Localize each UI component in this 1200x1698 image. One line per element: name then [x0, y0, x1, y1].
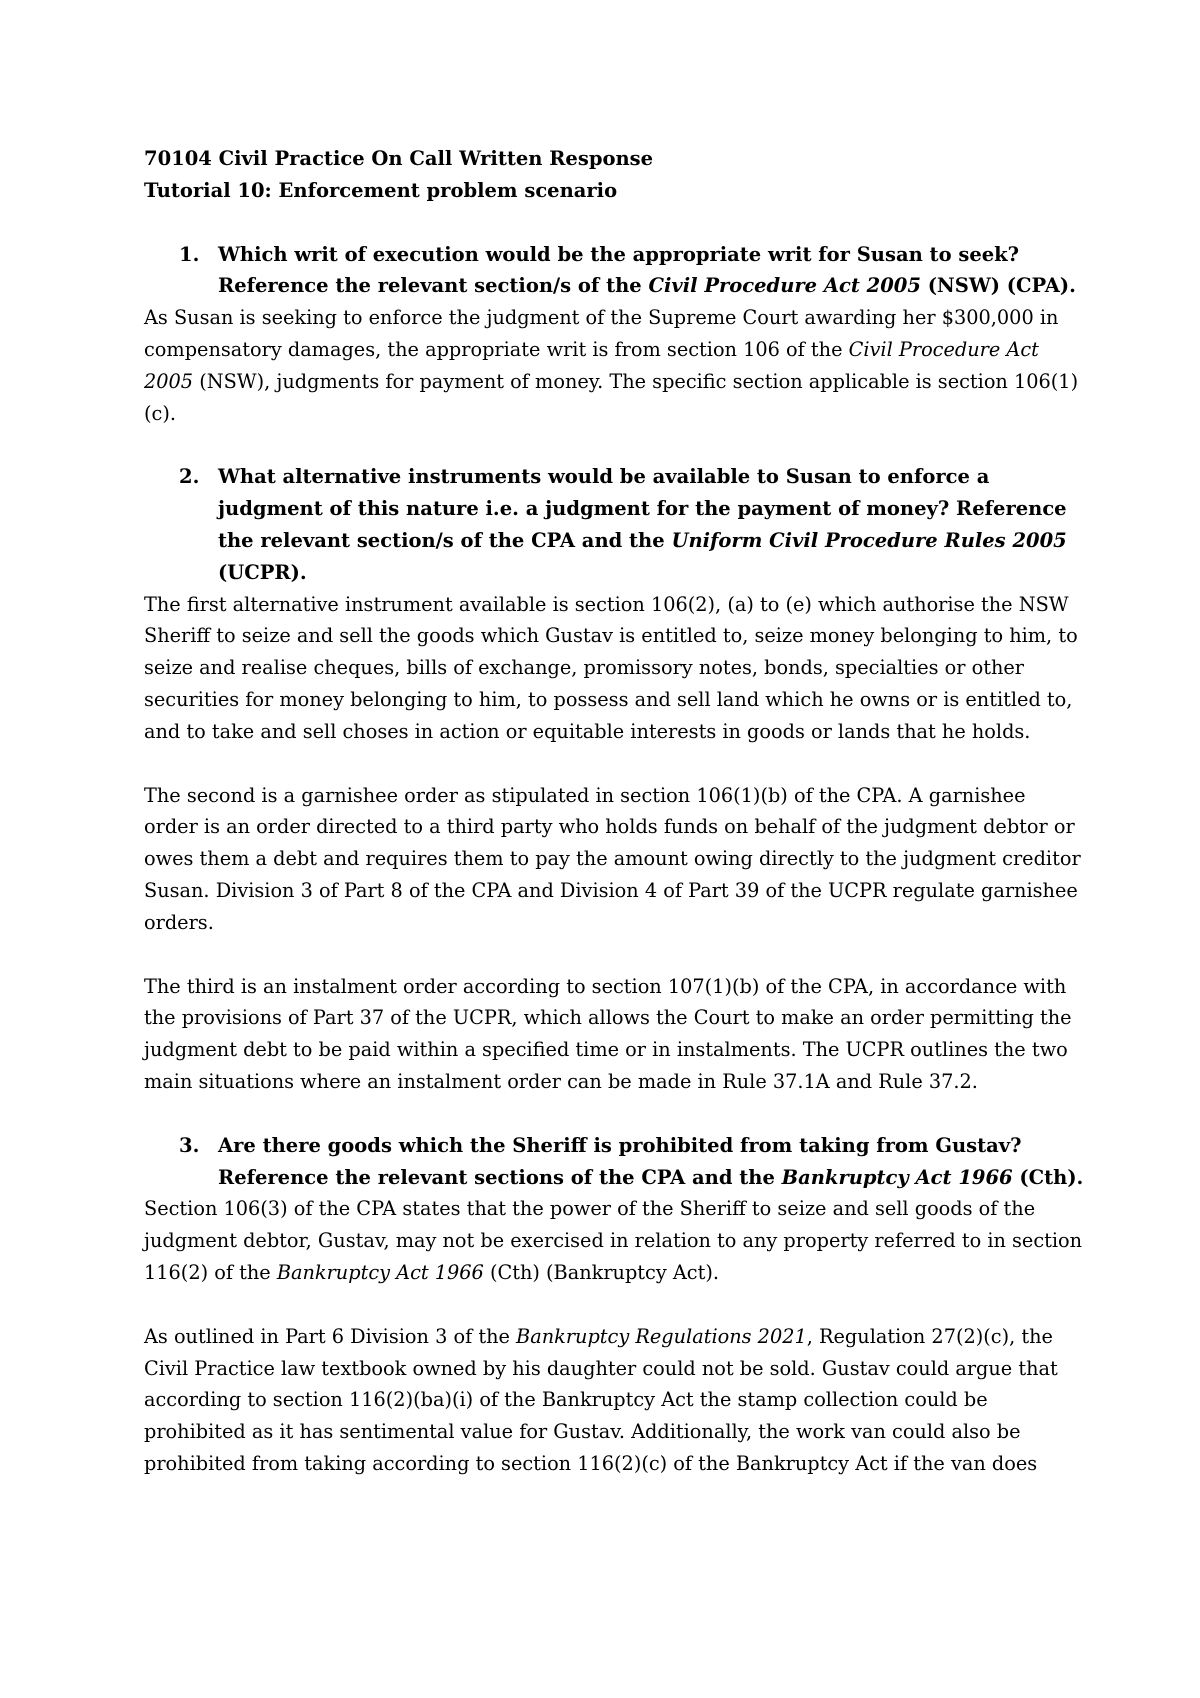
answer-2-paragraph-2: The second is a garnishee order as stipulated in section 106(1)(b) of the CPA. A garnishee order is an order directed to a third party who holds funds on behalf of the judgment debtor or owes them a debt and requires them to pay the amount owing directly to the judgment creditor Susan. Division 3 of Part 8 of the CPA and Division 4 of Part 39 of the UCPR regulate garnishee orders.: [144, 783, 1081, 934]
answer-2-paragraph-1: The first alternative instrument available is section 106(2), (a) to (e) which authorise the NSW Sheriff to seize and sell the goods which Gustav is entitled to, seize money belonging to him, to seize and realise cheques, bills of exchange, promissory notes, bonds, specialties or other securities for money belonging to him, to possess and sell land which he owns or is entitled to, and to take and sell choses in action or equitable interests in goods or lands that he holds.: [144, 592, 1078, 743]
question-2: [144, 461, 1084, 588]
document-subtitle: Tutorial 10: Enforcement problem scenario: [144, 178, 618, 202]
question-text: Are there goods which the Sheriff is prohibited from taking from Gustav? Reference the relevant sections of the CPA and the Bankruptcy Act 1966 (Cth).: [218, 1133, 1084, 1189]
question-text: Which writ of execution would be the appropriate writ for Susan to seek? Reference the relevant section/s of the Civil Procedure Act 2005 (NSW) (CPA).: [218, 242, 1076, 298]
question-number: 3.: [179, 1133, 200, 1157]
answer-3-paragraph-1: Section 106(3) of the CPA states that the power of the Sheriff to seize and sell goods of the judgment debtor, Gustav, may not be exercised in relation to any property referred to in section 116(2) of the Bankruptcy Act 1966 (Cth) (Bankruptcy Act).: [144, 1197, 1083, 1284]
question-text: What alternative instruments would be available to Susan to enforce a judgment of this nature i.e. a judgment for the payment of money? Reference the relevant section/s of the CPA and the Uniform Civil Procedure Rules 2005 (UCPR).: [218, 465, 1067, 584]
answer-3-paragraph-2: As outlined in Part 6 Division 3 of the Bankruptcy Regulations 2021, Regulation 27(2)(c), the Civil Practice law textbook owned by his daughter could not be sold. Gustav could argue that according to section 116(2)(ba)(i) of the Bankruptcy Act the stamp collection could be prohibited as it has sentimental value for Gustav. Additionally, the work van could also be prohibited from taking according to section 116(2)(c) of the Bankruptcy Act if the van does: [144, 1324, 1058, 1475]
question-number: 1.: [179, 242, 200, 266]
document-body: [144, 143, 1084, 1480]
document-title: 70104 Civil Practice On Call Written Response: [144, 147, 654, 170]
answer-1: As Susan is seeking to enforce the judgment of the Supreme Court awarding her $300,000 in compensatory damages, the appropriate writ is from section 106 of the Civil Procedure Act 2005 (NSW), judgments for payment of money. The specific section applicable is section 106(1)(c).: [144, 306, 1079, 425]
question-3: [144, 1130, 1084, 1194]
question-1: [144, 239, 1084, 303]
answer-2-paragraph-3: The third is an instalment order according to section 107(1)(b) of the CPA, in accordance with the provisions of Part 37 of the UCPR, which allows the Court to make an order permitting the judgment debt to be paid within a specified time or in instalments. The UCPR outlines the two main situations where an instalment order can be made in Rule 37.1A and Rule 37.2.: [144, 974, 1072, 1093]
question-number: 2.: [179, 465, 200, 489]
